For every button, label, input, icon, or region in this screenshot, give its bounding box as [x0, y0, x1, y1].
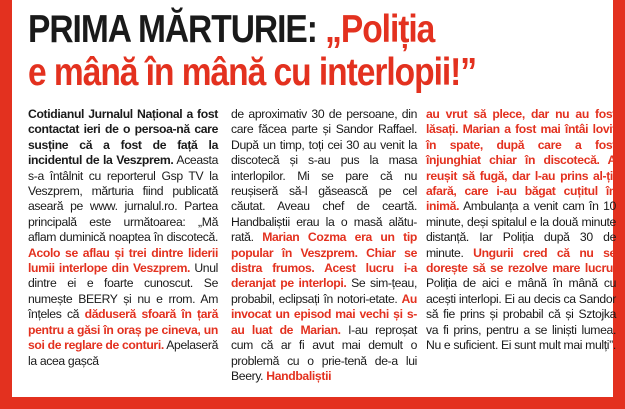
column-1-highlight-2: dăduseră sfoară în țară pentru a găsi în oraș pe cineva, un soi de reglare de conturi. [28, 307, 218, 353]
column-2-text-3: I-au reproșat cum că ar fi avut mai demult o problemă cu o prie-tenă de-a lui Beery. [231, 322, 417, 383]
headline-part-1: PRIMA MĂRTURIE: [28, 8, 326, 51]
headline-part-2: „Poliția [325, 8, 435, 51]
headline-part-3: e mână în mână cu interlopii!” [28, 51, 477, 94]
column-3-highlight-2: Ungurii cred că nu se dorește să se rezolve mare lucru. [426, 245, 616, 276]
column-1-highlight-1: Acolo se aflau și trei dintre liderii lumii interlope din Veszprem. [28, 245, 218, 276]
column-2-highlight-1: Marian Cozma era un tip popular în Veszprem. Chiar se distra frumos. Acest lucru i-a deranjat pe interlopi. [231, 230, 417, 291]
column-2-highlight-2: Au invocat un episod mai vechi și s-au luat de Marian. [231, 291, 417, 337]
headline [28, 8, 535, 94]
column-1-text-2: Unul dintre ei e foarte cunoscut. Se numește BEERY și nu e rrom. Am înțeles că [28, 261, 218, 322]
column-3-highlight-1: au vrut să plece, dar nu au fost lăsați. Marian a fost mai întâi lovit în spate, după care a fost înjunghiat chiar în discotecă. A reușit să fugă, dar l-au prins al-ții afară, care i-au băgat cuțitul în inimă. [426, 107, 616, 214]
column-1-text-3: Apelaseră la acea gașcă [28, 338, 218, 368]
column-1 [28, 107, 218, 369]
column-2-text-2: Se sim-țeau, probabil, eclipsați în notori-etate. [231, 276, 417, 306]
column-2-highlight-3: Handbaliștii [266, 368, 332, 383]
column-3-text-1: Ambulanța a venit cam în 10 minute, deși spitalul e la două minute distanță. Iar Poliția după 30 de minute. [426, 199, 616, 260]
column-3-text-2: Poliția de aici e mână în mână cu acești interlopi. Ei au decis ca Sandor să fie prins și probabil că și Sztojka va fi prins, pentru a se liniști lumea. Nu e suficient. Ei sunt mult mai mulți”. [426, 276, 616, 353]
column-2 [231, 107, 417, 384]
column-1-lead: Cotidianul Jurnalul Național a fost contactat ieri de o persoa-nă care susține că a fost de față la incidentul de la Veszprem. [28, 107, 218, 168]
column-2-text-1: de aproximativ 30 de persoane, din care făcea parte și Sandor Raffael. După un timp, toți cei 30 au venit la discotecă și s-au pus la masa interlopilor. Mi se pare că nu reușiseră să-l găsească pe cel căutat. Aveau chef de ceartă. Handbaliștii erau la o masă alătu-rată. [231, 107, 417, 245]
column-1-text-1: Aceasta s-a întâlnit cu reporterul Gsp TV la Veszprem, mărturia fiind publicată aseară pe www. jurnalul.ro. Partea principală este următoarea: „Mă aflam duminică noaptea în discotecă. [28, 153, 218, 245]
column-3 [426, 107, 616, 354]
